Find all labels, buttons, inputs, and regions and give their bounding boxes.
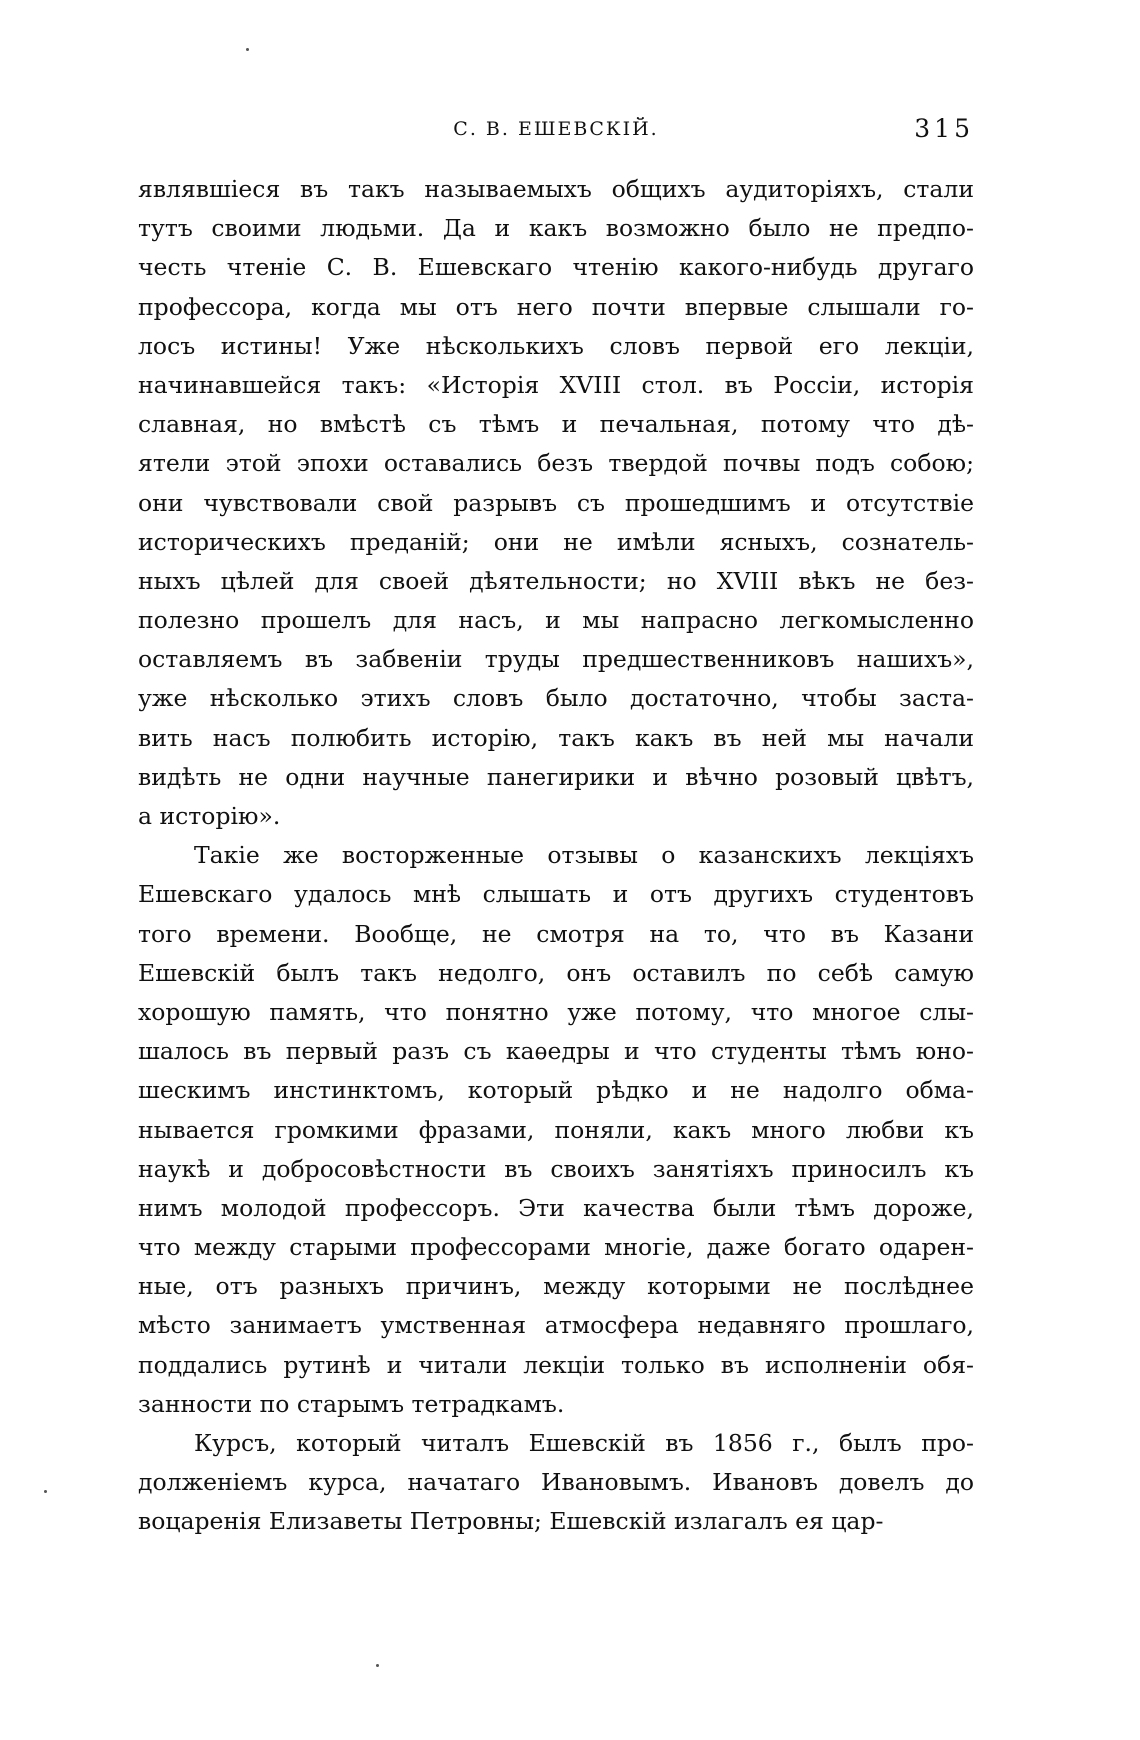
running-title: С. В. ЕШЕВСКІЙ. xyxy=(453,118,659,140)
text-line: честь чтеніе С. В. Ешевскаго чтенію какого-нибудь другаго xyxy=(138,253,974,282)
text-line: Такіе же восторженные отзывы о казанскихъ лекціяхъ xyxy=(194,841,974,870)
text-line: нывается громкими фразами, поняли, какъ много любви къ xyxy=(138,1115,974,1144)
page-number: 315 xyxy=(914,114,974,143)
text-line: историческихъ преданій; они не имѣли ясныхъ, сознатель- xyxy=(138,527,974,556)
text-line: шалось въ первый разъ съ каѳедры и что студенты тѣмъ юно- xyxy=(138,1037,974,1066)
paragraph xyxy=(138,170,974,836)
text-line: наукѣ и добросовѣстности въ своихъ занятіяхъ приносилъ къ xyxy=(138,1154,974,1183)
page-header xyxy=(138,112,974,146)
text-line: нимъ молодой профессоръ. Эти качества были тѣмъ дороже, xyxy=(138,1193,974,1222)
text-line: того времени. Вообще, не смотря на то, что въ Казани xyxy=(138,919,974,948)
text-line: долженіемъ курса, начатаго Ивановымъ. Ивановъ довелъ до xyxy=(138,1468,974,1497)
text-line: ятели этой эпохи оставались безъ твердой почвы подъ собою; xyxy=(138,449,974,478)
text-line: начинавшейся такъ: «Исторія XVIII стол. въ Россіи, исторія xyxy=(138,370,974,399)
scan-speck xyxy=(44,1490,47,1493)
text-line: профессора, когда мы отъ него почти впервые слышали го- xyxy=(138,292,974,321)
text-line: что между старыми профессорами многіе, даже богато одарен- xyxy=(138,1233,974,1262)
text-line: оставляемъ въ забвеніи труды предшественниковъ нашихъ», xyxy=(138,645,974,674)
text-line: мѣсто занимаетъ умственная атмосфера недавняго прошлаго, xyxy=(138,1311,974,1340)
text-line: вить насъ полюбить исторію, такъ какъ въ ней мы начали xyxy=(138,723,974,752)
text-line: Курсъ, который читалъ Ешевскій въ 1856 г., былъ про- xyxy=(194,1429,974,1457)
text-line: воцаренія Елизаветы Петровны; Ешевскій излагалъ ея цар- xyxy=(138,1507,884,1536)
text-line: лосъ истины! Уже нѣсколькихъ словъ первой его лекціи, xyxy=(138,331,974,360)
text-line: полезно прошелъ для насъ, и мы напрасно легкомысленно xyxy=(138,606,974,635)
text-line: поддались рутинѣ и читали лекціи только въ исполненіи обя- xyxy=(138,1350,974,1379)
text-line: Ешевскій былъ такъ недолго, онъ оставилъ по себѣ самую xyxy=(138,958,974,987)
text-line: хорошую память, что понятно уже потому, что многое слы- xyxy=(138,997,974,1026)
text-line: ныхъ цѣлей для своей дѣятельности; но XVIII вѣкъ не без- xyxy=(138,566,974,595)
text-line: видѣть не одни научные панегирики и вѣчно розовый цвѣтъ, xyxy=(138,762,974,791)
scan-speck xyxy=(246,48,249,51)
text-line: являвшіеся въ такъ называемыхъ общихъ аудиторіяхъ, стали xyxy=(138,175,974,203)
text-line: уже нѣсколько этихъ словъ было достаточно, чтобы заста- xyxy=(138,684,974,713)
text-line: Ешевскаго удалось мнѣ слышать и отъ другихъ студентовъ xyxy=(138,880,974,909)
text-line: шескимъ инстинктомъ, который рѣдко и не надолго обма- xyxy=(138,1076,974,1105)
scan-speck xyxy=(376,1664,379,1667)
body-text xyxy=(138,170,974,1542)
text-line: тутъ своими людьми. Да и какъ возможно было не предпо- xyxy=(138,214,974,243)
text-line: занности по старымъ тетрадкамъ. xyxy=(138,1389,565,1418)
paragraph xyxy=(138,836,974,1424)
text-line: славная, но вмѣстѣ съ тѣмъ и печальная, потому что дѣ- xyxy=(138,410,974,439)
text-line: ные, отъ разныхъ причинъ, между которыми не послѣднее xyxy=(138,1272,974,1301)
text-line: а исторію». xyxy=(138,802,281,830)
text-line: они чувствовали свой разрывъ съ прошедшимъ и отсутствіе xyxy=(138,488,974,517)
paragraph xyxy=(138,1424,974,1542)
